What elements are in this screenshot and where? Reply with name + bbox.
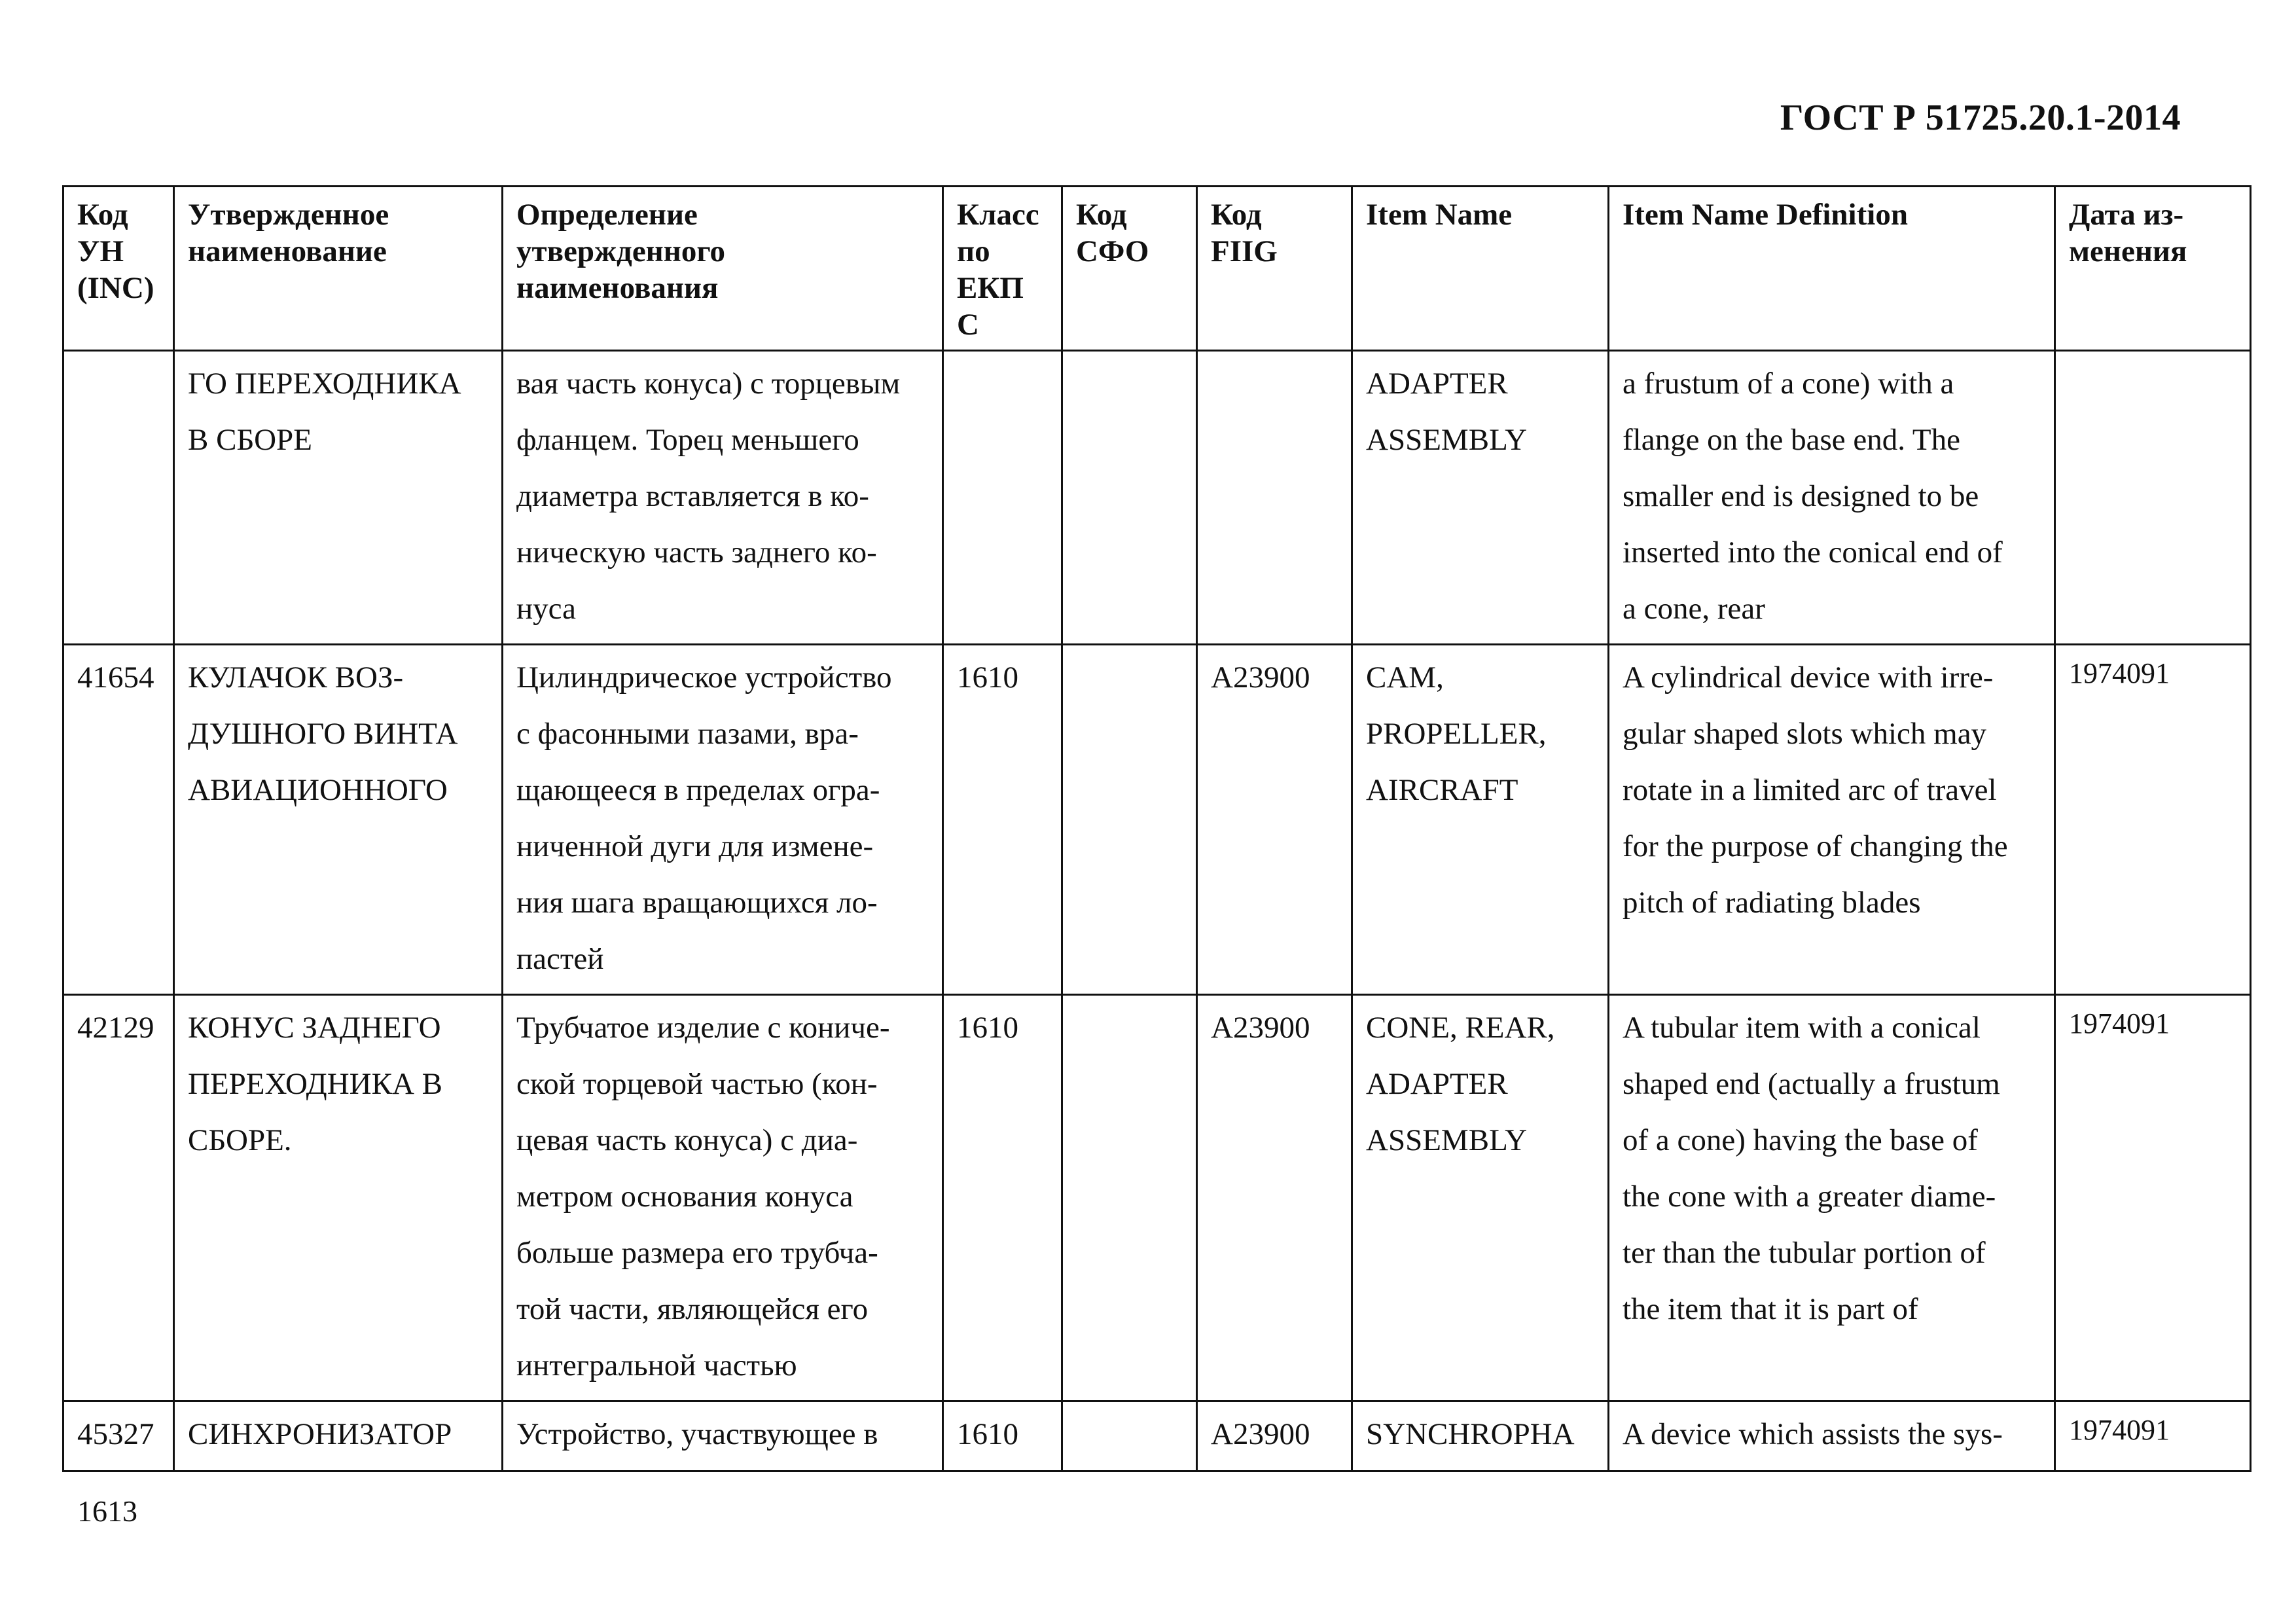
cell-fiig: A23900	[1197, 995, 1352, 1401]
cell-approved-name: СИНХРОНИЗАТОР	[174, 1401, 503, 1471]
header-class: Класс по ЕКП С	[943, 187, 1062, 351]
cell-item-name: ADAPTER ASSEMBLY	[1352, 351, 1609, 645]
header-item-name: Item Name	[1352, 187, 1609, 351]
cell-inc: 41654	[63, 645, 174, 995]
cell-definition: Цилиндрическое устройство с фасонными пазами, вра- щающееся в пределах огра- ниченной дуги для измене- ния шага вращающихся ло- пастей	[503, 645, 943, 995]
cell-item-name: CAM, PROPELLER, AIRCRAFT	[1352, 645, 1609, 995]
header-sfo: Код СФО	[1062, 187, 1197, 351]
cell-item-name-definition: A cylindrical device with irre- gular shaped slots which may rotate in a limited arc of travel for the purpose of changing the pitch of radiating blades	[1609, 645, 2055, 995]
cell-approved-name: КОНУС ЗАДНЕГО ПЕРЕХОДНИКА В СБОРЕ.	[174, 995, 503, 1401]
cell-approved-name: КУЛАЧОК ВОЗ- ДУШНОГО ВИНТА АВИАЦИОННОГО	[174, 645, 503, 995]
cell-change-date: 1974091	[2055, 995, 2251, 1401]
cell-definition: вая часть конуса) с торцевым фланцем. Торец меньшего диаметра вставляется в ко- ническую часть заднего ко- нуса	[503, 351, 943, 645]
table-row	[63, 995, 2251, 1401]
item-names-table	[62, 185, 2251, 1472]
cell-item-name-definition: A device which assists the sys-	[1609, 1401, 2055, 1471]
cell-change-date: 1974091	[2055, 645, 2251, 995]
cell-class: 1610	[943, 645, 1062, 995]
cell-approved-name: ГО ПЕРЕХОДНИКА В СБОРЕ	[174, 351, 503, 645]
cell-class: 1610	[943, 1401, 1062, 1471]
cell-inc: 45327	[63, 1401, 174, 1471]
header-approved-name: Утвержденное наименование	[174, 187, 503, 351]
table-row	[63, 1401, 2251, 1471]
header-change-date: Дата из- менения	[2055, 187, 2251, 351]
table-row	[63, 351, 2251, 645]
header-item-name-definition: Item Name Definition	[1609, 187, 2055, 351]
cell-sfo	[1062, 351, 1197, 645]
header-inc: Код УН (INC)	[63, 187, 174, 351]
table-row	[63, 645, 2251, 995]
page-number: 1613	[77, 1494, 137, 1528]
cell-class: 1610	[943, 995, 1062, 1401]
cell-sfo	[1062, 645, 1197, 995]
document-header: ГОСТ Р 51725.20.1-2014	[1780, 98, 2181, 138]
header-fiig: Код FIIG	[1197, 187, 1352, 351]
cell-item-name: CONE, REAR, ADAPTER ASSEMBLY	[1352, 995, 1609, 1401]
cell-change-date: 1974091	[2055, 1401, 2251, 1471]
cell-class	[943, 351, 1062, 645]
cell-item-name-definition: a frustum of a cone) with a flange on the base end. The smaller end is designed to be inserted into the conical end of a cone, rear	[1609, 351, 2055, 645]
cell-inc	[63, 351, 174, 645]
cell-fiig: A23900	[1197, 1401, 1352, 1471]
cell-fiig: A23900	[1197, 645, 1352, 995]
cell-inc: 42129	[63, 995, 174, 1401]
cell-sfo	[1062, 1401, 1197, 1471]
cell-sfo	[1062, 995, 1197, 1401]
header-definition: Определение утвержденного наименования	[503, 187, 943, 351]
cell-definition: Устройство, участвующее в	[503, 1401, 943, 1471]
cell-definition: Трубчатое изделие с кониче- ской торцевой частью (кон- цевая часть конуса) с диа- метром основания конуса больше размера его трубча- той части, являющейся его интегральной частью	[503, 995, 943, 1401]
cell-fiig	[1197, 351, 1352, 645]
cell-item-name-definition: A tubular item with a conical shaped end (actually a frustum of a cone) having the base of the cone with a greater diame- ter than the tubular portion of the item that it is part of	[1609, 995, 2055, 1401]
cell-item-name: SYNCHROPHA	[1352, 1401, 1609, 1471]
table-header-row	[63, 187, 2251, 351]
cell-change-date	[2055, 351, 2251, 645]
